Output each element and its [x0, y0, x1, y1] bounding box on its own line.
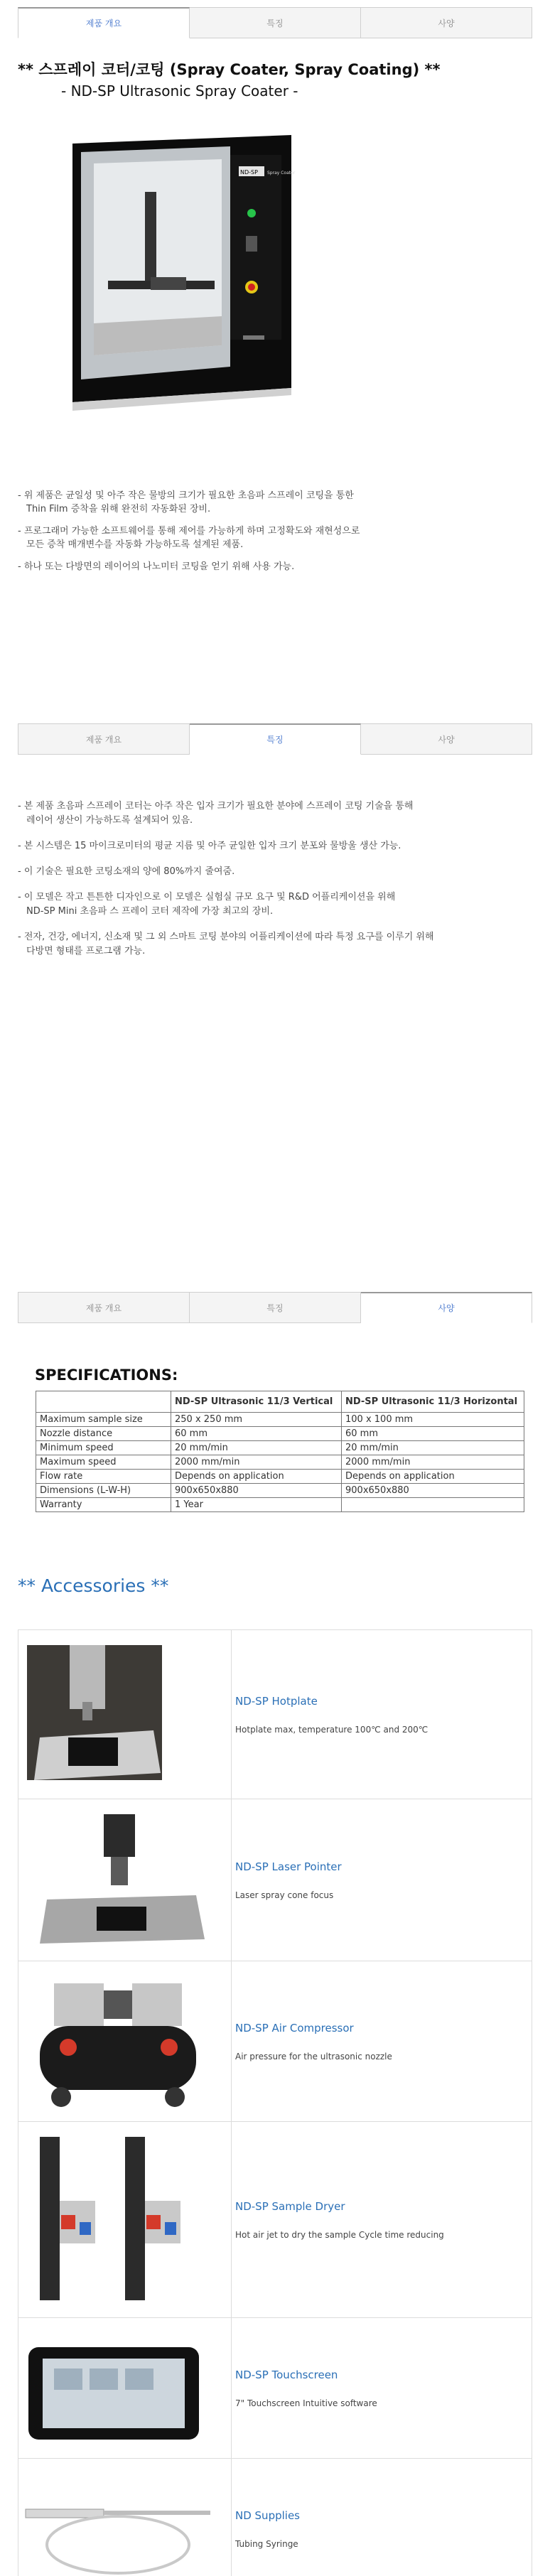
- tab-features[interactable]: 특징: [190, 7, 361, 38]
- table-cell: 20 mm/min: [171, 1441, 342, 1455]
- accessory-desc: Air pressure for the ultrasonic nozzle: [235, 2051, 392, 2062]
- spray-coater-image: [65, 135, 300, 412]
- accessory-name: ND-SP Touchscreen: [235, 2368, 338, 2381]
- accessory-info: [232, 1630, 532, 1799]
- feature-line: ND-SP Mini 초음파 스 프레이 코터 제작에 가장 최고의 장비.: [26, 906, 274, 917]
- sample-dryer-image: [18, 2123, 231, 2317]
- accessory-name: ND-SP Sample Dryer: [235, 2199, 345, 2213]
- table-cell: 20 mm/min: [342, 1441, 524, 1455]
- accessory-desc: Hot air jet to dry the sample Cycle time reducing: [235, 2229, 444, 2240]
- table-cell: Flow rate: [36, 1470, 171, 1484]
- table-row: [36, 1470, 524, 1484]
- table-cell: 2000 mm/min: [171, 1455, 342, 1470]
- feature-line: - 본 시스템은 15 마이크로미터의 평균 지름 및 아주 균일한 입자 크기 분포와 물방울 생산 가능.: [18, 841, 401, 851]
- features-list: [18, 799, 529, 970]
- accessory-row: [18, 1799, 532, 1961]
- table-row: [36, 1427, 524, 1441]
- accessory-image-cell: [18, 1630, 232, 1799]
- accessory-info: [232, 2459, 532, 2576]
- specifications-heading: SPECIFICATIONS:: [35, 1367, 178, 1384]
- accessory-row: [18, 1961, 532, 2122]
- feature-line: 레이어 생산이 가능하도록 설계되어 있음.: [26, 815, 193, 826]
- accessory-desc: Hotplate max, temperature 100℃ and 200℃: [235, 1724, 428, 1735]
- device-label: ND-SP: [240, 169, 258, 176]
- table-header: ND-SP Ultrasonic 11/3 Vertical: [171, 1391, 342, 1413]
- feature-item: [18, 890, 529, 919]
- accessory-row: [18, 1630, 532, 1799]
- laser-pointer-image: [18, 1800, 231, 1961]
- specifications-table: [36, 1391, 524, 1512]
- accessory-image-cell: [18, 2318, 232, 2459]
- accessory-info: [232, 1961, 532, 2122]
- accessory-image-cell: [18, 1961, 232, 2122]
- bullet-line: - 프로그래머 가능한 소프트웨어를 통해 제어를 가능하게 하며 고정확도와 재현성으로: [18, 526, 360, 537]
- tab-bar-bottom: [18, 1292, 532, 1323]
- accessory-name: ND-SP Hotplate: [235, 1694, 318, 1708]
- feature-item: [18, 865, 529, 879]
- bullet-line: 모든 증착 매개변수를 자동화 가능하도록 설계된 제품.: [26, 539, 244, 550]
- table-cell: 100 x 100 mm: [342, 1413, 524, 1427]
- table-cell: Depends on application: [171, 1470, 342, 1484]
- feature-line: - 전자, 건강, 에너지, 신소재 및 그 외 스마트 코팅 분야의 어플리케이션에 따라 특정 요구를 이루기 위해: [18, 932, 434, 942]
- feature-line: - 이 모델은 작고 튼튼한 디자인으로 이 모델은 실험실 규모 요구 및 R&D 어플리케이션을 위해: [18, 892, 396, 902]
- accessory-info: [232, 2122, 532, 2318]
- overview-title: ** 스프레이 코터/코팅 (Spray Coater, Spray Coating) **: [18, 61, 441, 78]
- accessory-row: [18, 2459, 532, 2576]
- table-cell: Minimum speed: [36, 1441, 171, 1455]
- overview-subtitle: - ND-SP Ultrasonic Spray Coater -: [61, 82, 298, 99]
- table-row: [36, 1441, 524, 1455]
- table-cell: 2000 mm/min: [342, 1455, 524, 1470]
- bullet-line: Thin Film 증착을 위해 완전히 자동화된 장비.: [26, 504, 211, 514]
- accessory-info: [232, 1799, 532, 1961]
- accessory-name: ND-SP Laser Pointer: [235, 1860, 342, 1873]
- touchscreen-image: [18, 2319, 231, 2458]
- table-cell: 900x650x880: [171, 1484, 342, 1498]
- accessory-name: ND Supplies: [235, 2508, 300, 2522]
- tab-bar-middle: [18, 723, 532, 755]
- feature-line: - 본 제품 초음파 스프레이 코터는 아주 작은 입자 크기가 필요한 분야에 스프레이 코팅 기술을 통해: [18, 801, 414, 812]
- bullet-line: - 하나 또는 다방면의 레이어의 나노미터 코팅을 얻기 위해 사용 가능.: [18, 561, 295, 572]
- feature-item: [18, 839, 529, 853]
- accessories-heading: ** Accessories **: [18, 1575, 169, 1596]
- tab-specs[interactable]: 사양: [361, 723, 532, 755]
- table-header: ND-SP Ultrasonic 11/3 Horizontal: [342, 1391, 524, 1413]
- accessory-image-cell: [18, 2122, 232, 2318]
- tab-overview[interactable]: 제품 개요: [18, 723, 190, 755]
- bullet-line: - 위 제품은 균일성 및 아주 작은 물방의 크기가 필요한 초음파 스프레이 코팅을 통한: [18, 490, 354, 501]
- table-row: [36, 1455, 524, 1470]
- accessory-name: ND-SP Air Compressor: [235, 2021, 354, 2035]
- feature-line: 다방면 형태를 프로그램 가능.: [26, 946, 146, 956]
- table-cell: [342, 1498, 524, 1512]
- table-cell: Maximum speed: [36, 1455, 171, 1470]
- table-row: [36, 1413, 524, 1427]
- bullet-item: [18, 560, 515, 573]
- feature-item: [18, 930, 529, 959]
- bullet-item: [18, 524, 515, 551]
- table-cell: 900x650x880: [342, 1484, 524, 1498]
- table-cell: 250 x 250 mm: [171, 1413, 342, 1427]
- table-cell: Maximum sample size: [36, 1413, 171, 1427]
- table-header: [36, 1391, 171, 1413]
- table-cell: 60 mm: [171, 1427, 342, 1441]
- table-cell: Depends on application: [342, 1470, 524, 1484]
- table-header-row: [36, 1391, 524, 1413]
- air-compressor-image: [18, 1962, 231, 2121]
- accessory-row: [18, 2318, 532, 2459]
- device-text: Spray Coater: [267, 171, 296, 176]
- accessory-image-cell: [18, 2459, 232, 2576]
- bullet-item: [18, 489, 515, 516]
- table-cell: 60 mm: [342, 1427, 524, 1441]
- hotplate-image: [18, 1631, 231, 1799]
- table-row: [36, 1484, 524, 1498]
- accessories-table: [18, 1629, 532, 2576]
- table-row: [36, 1498, 524, 1512]
- accessory-info: [232, 2318, 532, 2459]
- tab-specs[interactable]: 사양: [361, 7, 532, 38]
- tab-features[interactable]: 특징: [190, 1292, 361, 1323]
- accessory-image-cell: [18, 1799, 232, 1961]
- table-cell: 1 Year: [171, 1498, 342, 1512]
- tab-specs[interactable]: 사양: [361, 1292, 532, 1323]
- tab-features[interactable]: 특징: [190, 723, 361, 755]
- accessory-desc: 7" Touchscreen Intuitive software: [235, 2398, 377, 2408]
- accessory-desc: Tubing Syringe: [235, 2538, 298, 2549]
- table-cell: Nozzle distance: [36, 1427, 171, 1441]
- overview-bullets: [18, 489, 515, 582]
- table-cell: Warranty: [36, 1498, 171, 1512]
- tab-overview[interactable]: 제품 개요: [18, 7, 190, 38]
- feature-item: [18, 799, 529, 828]
- tab-overview[interactable]: 제품 개요: [18, 1292, 190, 1323]
- supplies-image: [18, 2459, 231, 2576]
- accessory-desc: Laser spray cone focus: [235, 1890, 334, 1900]
- tab-bar-top: [18, 7, 532, 38]
- feature-line: - 이 기술은 필요한 코팅소재의 양에 80%까지 줄여줌.: [18, 866, 235, 877]
- accessory-row: [18, 2122, 532, 2318]
- table-cell: Dimensions (L-W-H): [36, 1484, 171, 1498]
